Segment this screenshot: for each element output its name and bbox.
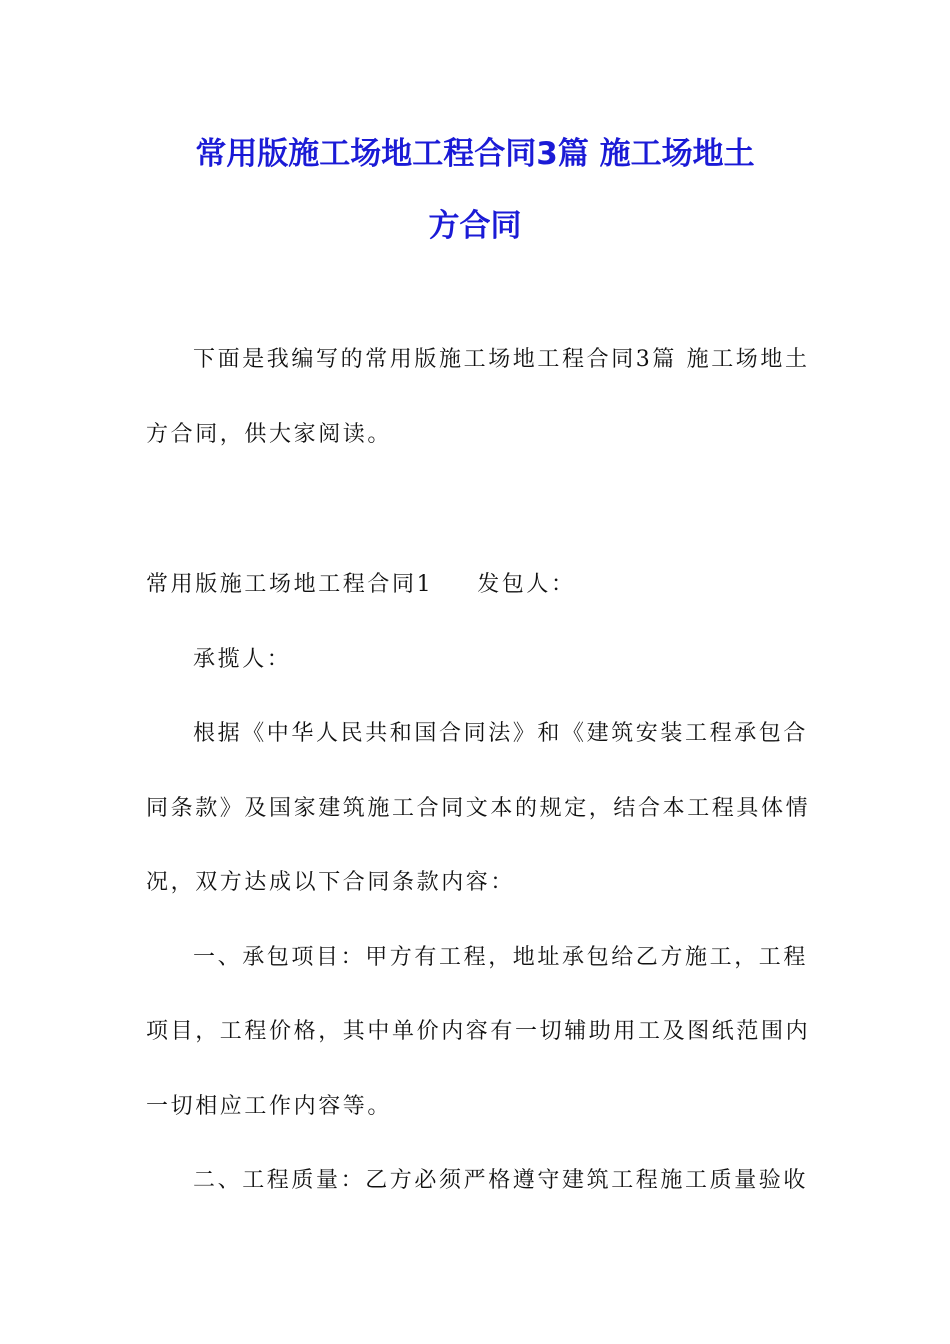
party-b-label: 承揽人： <box>193 647 292 672</box>
intro-line-1: 下面是我编写的常用版施工场地工程合同3篇 施工场地土 <box>193 347 810 372</box>
basis-line-1: 根据《中华人民共和国合同法》和《建筑安装工程承包合 <box>193 721 809 746</box>
basis-line-3: 况，双方达成以下合同条款内容： <box>146 870 516 895</box>
section-1-heading-row <box>146 570 576 600</box>
item-2-line-1: 二、工程质量：乙方必须严格遵守建筑工程施工质量验收 <box>193 1168 809 1193</box>
intro-line-2: 方合同，供大家阅读。 <box>146 422 393 447</box>
item-1-line-2: 项目，工程价格，其中单价内容有一切辅助用工及图纸范围内 <box>146 1019 811 1044</box>
item-1-line-1: 一、承包项目：甲方有工程，地址承包给乙方施工，工程 <box>193 945 809 970</box>
party-a-label: 发包人： <box>477 572 576 597</box>
document-title-line-2: 方合同 <box>428 208 522 244</box>
section-1-heading: 常用版施工场地工程合同1 <box>146 572 434 597</box>
item-1-line-3: 一切相应工作内容等。 <box>146 1094 393 1119</box>
basis-line-2: 同条款》及国家建筑施工合同文本的规定，结合本工程具体情 <box>146 796 811 821</box>
document-title-line-1: 常用版施工场地工程合同3篇 施工场地土 <box>195 136 755 172</box>
